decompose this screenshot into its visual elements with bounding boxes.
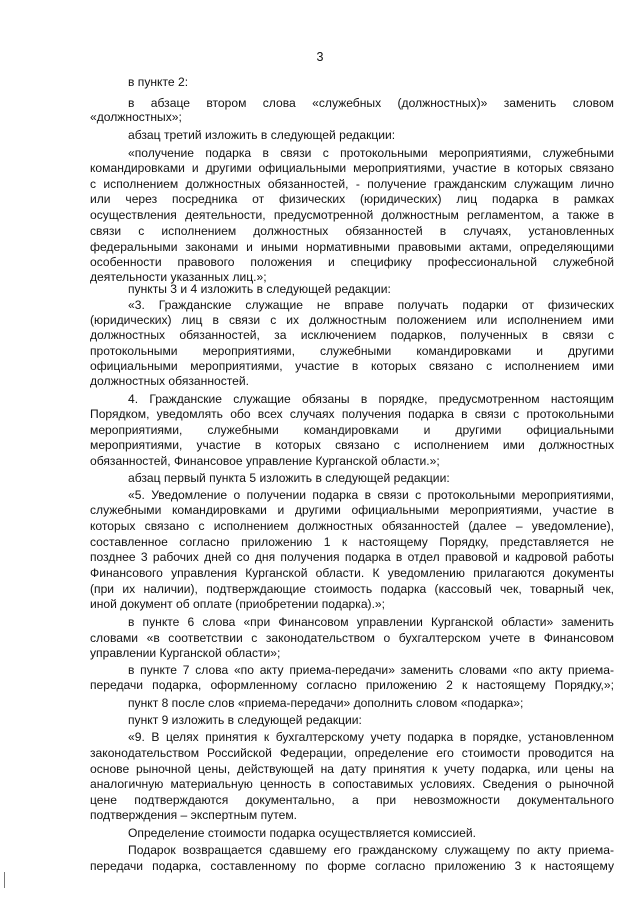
text-line: пункты 3 и 4 изложить в следующей редакции: (128, 282, 391, 296)
text-line: в пункте 2: (128, 75, 189, 89)
text-line: или через посредника от физических (юридических) лиц подарка в рамках (90, 192, 614, 206)
text-line: Подарок возвращается сдавшему его гражданскому служащему по акту приема- (128, 843, 614, 857)
text-line: должностных обязанностей, за исключением подарков, полученных в связи с (90, 328, 614, 342)
text-line: основе рыночной цены, действующей на дату принятия к учету подарка, или цены на (90, 762, 614, 776)
text-line: словами «в соответствии с законодательством о бухгалтерском учете в Финансовом (90, 631, 614, 645)
text-line: с исполнением должностных обязанностей, - получение гражданским служащим лично (90, 177, 614, 191)
text-line: служебными командировками и другими официальными мероприятиями, участие в (90, 503, 614, 517)
text-line: Определение стоимости подарка осуществляется комиссией. (128, 826, 476, 840)
text-line: в пункте 7 слова «по акту приема-передачи» заменить словами «по акту приема- (128, 663, 614, 677)
text-line: цене подтверждаются документально, а при невозможности документального (90, 793, 614, 807)
text-line: иной документ об оплате (приобретении подарка).»; (90, 597, 386, 611)
text-line: аналогичную материальную ценность в сопоставимых условиях. Сведения о рыночной (90, 777, 614, 791)
text-line: которых связано с исполнением должностных обязанностей (далее – уведомление), (90, 519, 614, 533)
text-line: в абзаце втором слова «служебных (должностных)» заменить словом (128, 96, 614, 110)
text-line: связи с исполнением должностных обязанностей в случаях, установленных (90, 224, 614, 238)
text-line: пункт 9 изложить в следующей редакции: (128, 713, 362, 727)
text-line: «3. Гражданские служащие не вправе получать подарки от физических (128, 298, 614, 312)
text-line: мероприятиями, служебными командировками и другими официальными (90, 423, 614, 437)
page-number: 3 (316, 50, 324, 64)
text-line: особенности правового положения и специфику профессиональной служебной (90, 255, 614, 269)
text-line: позднее 3 рабочих дней со дня получения подарка в отдел правовой и кадровой работы (90, 550, 614, 564)
text-line: составленное согласно приложению 1 к настоящему Порядку, представляется не (90, 535, 614, 549)
text-line: должностных обязанностей. (90, 374, 250, 388)
text-line: деятельности указанных лиц.»; (90, 270, 267, 284)
scan-edge-mark (4, 872, 5, 888)
text-line: осуществления деятельности, предусмотренной должностным регламентом, а также в (90, 208, 614, 222)
text-line: пункт 8 после слов «приема-передачи» дополнить словом «подарка»; (128, 696, 524, 710)
text-line: «должностных»; (90, 110, 182, 124)
text-line: официальными мероприятиями, участие в которых связано с исполнением ими (90, 359, 614, 373)
text-line: (юридических) лиц в связи с их должностным положением или исполнением ими (90, 313, 614, 327)
text-line: «получение подарка в связи с протокольными мероприятиями, служебными (128, 146, 614, 160)
text-line: обязанностей, Финансовое управление Курганской области.»; (90, 454, 440, 468)
text-line: Финансового управления Курганской области. К уведомлению прилагаются документы (90, 566, 614, 580)
text-line: 4. Гражданские служащие обязаны в порядке, предусмотренном настоящим (128, 392, 614, 406)
text-line: командировками и другими официальными мероприятиями, участие в которых связано (90, 161, 614, 175)
text-line: федеральными законами и иными нормативными правовыми актами, определяющими (90, 240, 614, 254)
text-line: Порядком, уведомлять обо всех случаях получения подарка в связи с протокольными (90, 407, 614, 421)
text-line: «9. В целях принятия к бухгалтерскому учету подарка в порядке, установленном (128, 730, 614, 744)
text-line: передачи подарка, составленному по форме согласно приложению 3 к настоящему (90, 859, 614, 873)
text-line: абзац первый пункта 5 изложить в следующей редакции: (128, 471, 450, 485)
text-line: управлении Курганской области»; (90, 646, 281, 660)
text-line: законодательством Российской Федерации, определение его стоимости проводится на (90, 746, 614, 760)
text-line: протокольными мероприятиями, служебными командировками и другими (90, 344, 614, 358)
text-line: подтверждения – экспертным путем. (90, 808, 298, 822)
text-line: передачи подарка, оформленному согласно приложению 2 к настоящему Порядку,»; (90, 678, 614, 692)
text-line: мероприятиями, участие в которых связано с исполнением ими должностных (90, 438, 614, 452)
text-line: в пункте 6 слова «при Финансовом управлении Курганской области» заменить (128, 615, 614, 629)
text-line: (при их наличии), подтверждающие стоимость подарка (кассовый чек, товарный чек, (90, 582, 614, 596)
text-line: «5. Уведомление о получении подарка в связи с протокольными мероприятиями, (128, 488, 614, 502)
text-line: абзац третий изложить в следующей редакции: (128, 128, 396, 142)
